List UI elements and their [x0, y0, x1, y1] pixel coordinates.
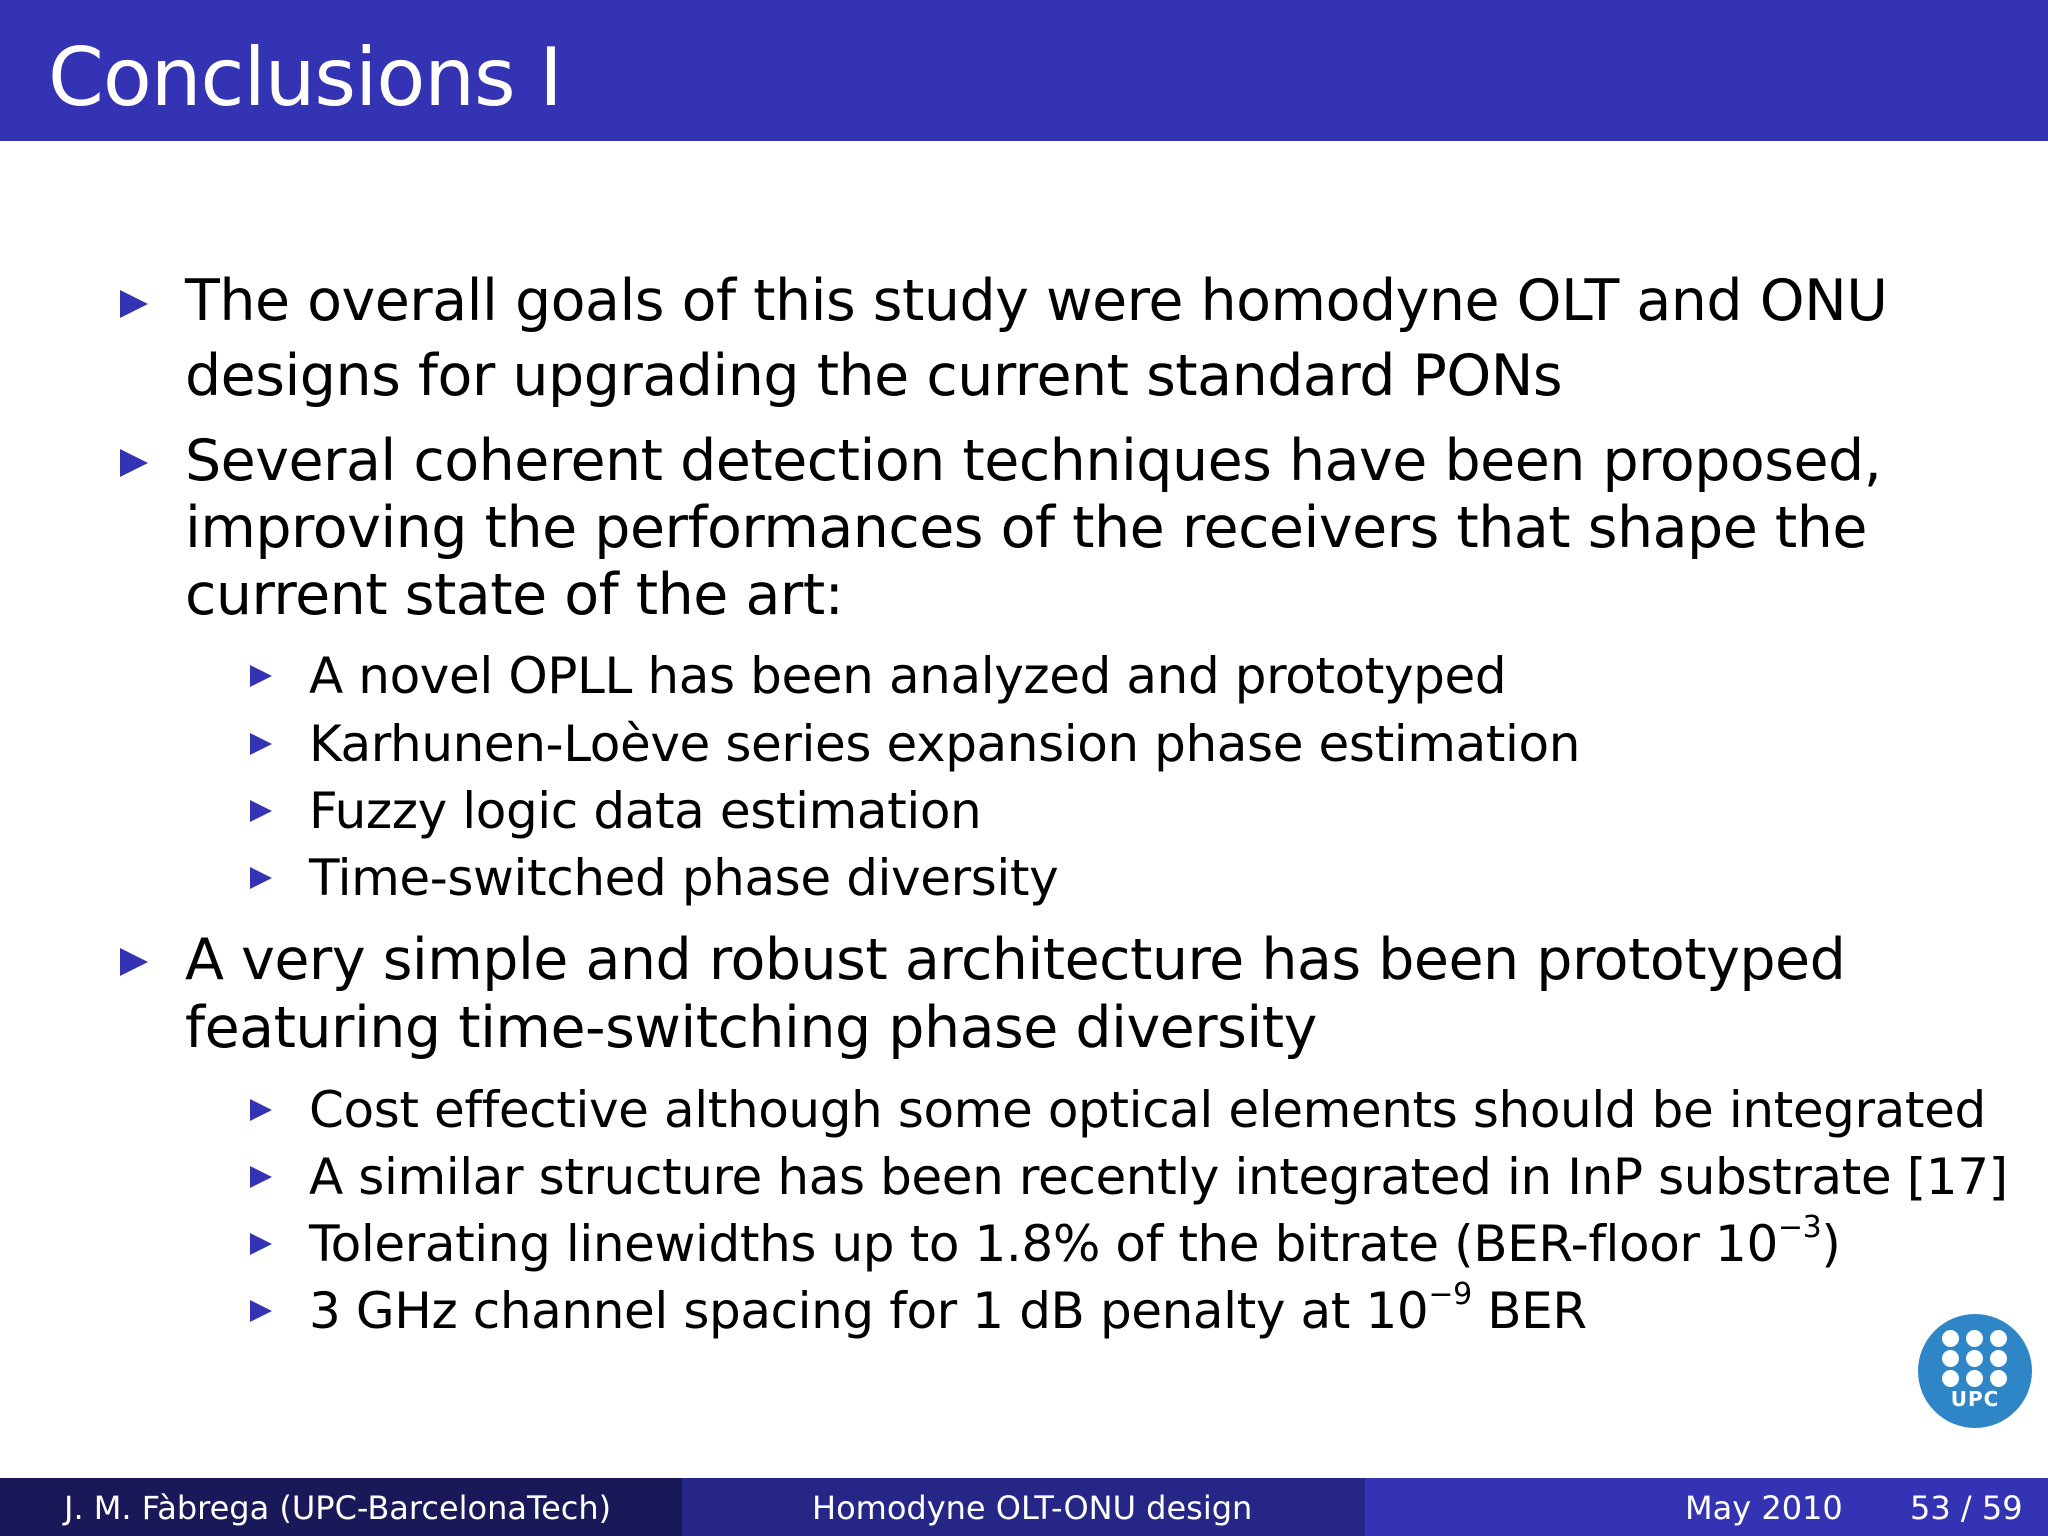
logo-dot — [1942, 1330, 1959, 1347]
logo-dot — [1942, 1370, 1959, 1387]
sub-bullet-text: ) — [1821, 1215, 1841, 1273]
footer-date-section — [1365, 1478, 2048, 1536]
logo-dot — [1966, 1350, 1983, 1367]
bullet-triangle-icon — [120, 290, 148, 318]
bullet-triangle-icon — [120, 449, 148, 477]
exponent: −3 — [1777, 1210, 1822, 1245]
footer — [0, 1478, 2048, 1536]
sub-bullet-triangle-icon — [250, 1099, 272, 1121]
bullet-line: A very simple and robust architecture has been prototyped — [185, 927, 1846, 993]
logo-text: UPC — [1950, 1387, 2000, 1411]
bullet-line: improving the performances of the receivers that shape the — [185, 495, 1867, 561]
sub-bullet-triangle-icon — [250, 867, 272, 889]
footer-page-number: 53 / 59 — [1910, 1489, 2023, 1527]
footer-talk-title: Homodyne OLT-ONU design — [812, 1489, 1253, 1527]
upc-logo — [1918, 1314, 2032, 1428]
exponent: −9 — [1428, 1277, 1472, 1312]
sub-bullet-text: BER — [1471, 1282, 1587, 1340]
logo-dot — [1966, 1370, 1983, 1387]
bullet-triangle-icon — [120, 948, 148, 976]
sub-bullet-line: A similar structure has been recently integrated in InP substrate [17] — [309, 1148, 2008, 1206]
logo-dot — [1966, 1330, 1983, 1347]
footer-author-section — [0, 1478, 682, 1536]
sub-bullet-triangle-icon — [250, 1300, 272, 1322]
bullet-line: featuring time-switching phase diversity — [185, 995, 1317, 1061]
sub-bullet-line — [309, 1278, 2009, 1344]
bullet-line: current state of the art: — [185, 562, 844, 628]
sub-bullet-text: 3 GHz channel spacing for 1 dB penalty at 10 — [309, 1282, 1429, 1340]
slide-title: Conclusions I — [48, 31, 562, 124]
footer-author: J. M. Fàbrega (UPC-BarcelonaTech) — [64, 1489, 612, 1527]
bullet-line: The overall goals of this study were homodyne OLT and ONU — [185, 268, 1888, 334]
footer-title-section — [682, 1478, 1365, 1536]
logo-dot — [1942, 1350, 1959, 1367]
sub-bullet-triangle-icon — [250, 733, 272, 755]
sub-bullet-line: Karhunen-Loève series expansion phase estimation — [309, 715, 1580, 773]
footer-date: May 2010 — [1685, 1489, 1843, 1527]
sub-bullet-text: Tolerating linewidths up to 1.8% of the bitrate (BER-floor 10 — [309, 1215, 1778, 1273]
sub-bullet-triangle-icon — [250, 665, 272, 687]
sub-bullet-line: Cost effective although some optical elements should be integrated — [309, 1081, 1986, 1139]
logo-dot — [1990, 1330, 2007, 1347]
sub-bullet-triangle-icon — [250, 1233, 272, 1255]
sub-bullet-triangle-icon — [250, 1166, 272, 1188]
sub-bullet-line — [309, 1211, 2009, 1277]
sub-bullet-line: Time-switched phase diversity — [309, 849, 1059, 907]
sub-bullet-triangle-icon — [250, 800, 272, 822]
bullet-line: Several coherent detection techniques have been proposed, — [185, 428, 1882, 494]
logo-dot — [1990, 1370, 2007, 1387]
sub-bullet-line: Fuzzy logic data estimation — [309, 782, 982, 840]
logo-dot — [1990, 1350, 2007, 1367]
sub-bullet-line: A novel OPLL has been analyzed and prototyped — [309, 647, 1507, 705]
bullet-line: designs for upgrading the current standard PONs — [185, 343, 1563, 409]
